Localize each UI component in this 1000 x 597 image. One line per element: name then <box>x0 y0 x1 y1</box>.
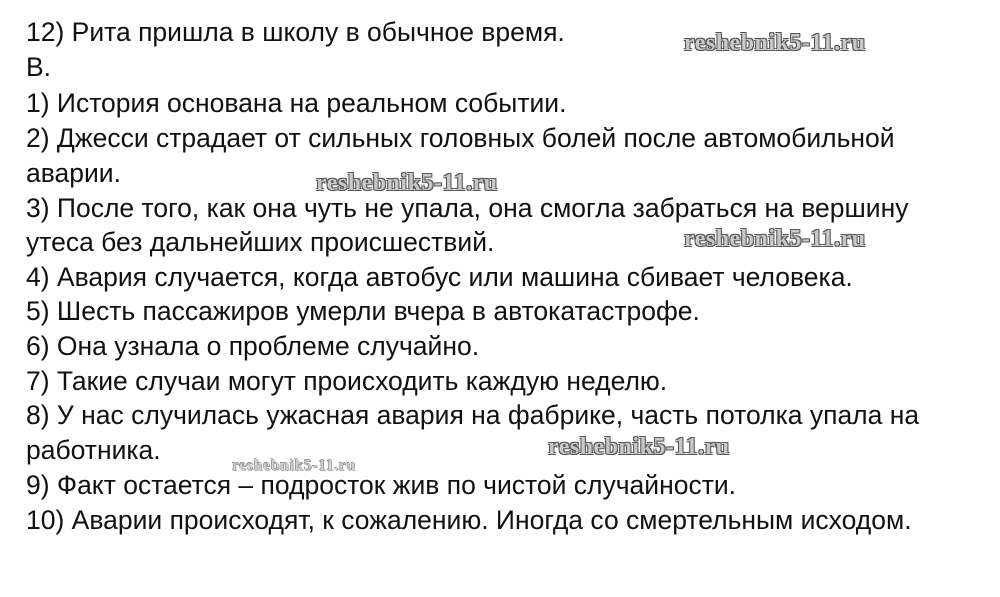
text-line-3: 3) После того, как она чуть не упала, она смогла забраться на вершину <box>26 193 909 223</box>
text-line-8: 8) У нас случилась ужасная авария на фабрике, часть потолка упала на <box>26 400 920 430</box>
text-line-8-cont: работника. <box>26 435 161 465</box>
text-line-section-b: B. <box>26 52 52 82</box>
text-line-10: 10) Аварии происходят, к сожалению. Иногда со смертельным исходом. <box>26 505 912 535</box>
text-line-6: 6) Она узнала о проблеме случайно. <box>26 331 480 361</box>
watermark: reshebnik5-11.ru <box>232 457 356 474</box>
text-line-3-cont: утеса без дальнейших происшествий. <box>26 227 495 257</box>
text-line-4: 4) Авария случается, когда автобус или машина сбивает человека. <box>26 262 853 292</box>
text-line-2: 2) Джесси страдает от сильных головных болей после автомобильной <box>26 123 895 153</box>
text-line-12: 12) Рита пришла в школу в обычное время. <box>26 17 565 47</box>
watermark: reshebnik5-11.ru <box>316 170 498 196</box>
text-line-2-cont: аварии. <box>26 158 121 188</box>
watermark: reshebnik5-11.ru <box>684 30 866 56</box>
text-line-1: 1) История основана на реальном событии. <box>26 88 567 118</box>
text-line-9: 9) Факт остается – подросток жив по чистой случайности. <box>26 470 737 500</box>
watermark: reshebnik5-11.ru <box>684 226 866 252</box>
text-line-7: 7) Такие случаи могут происходить каждую неделю. <box>26 366 668 396</box>
watermark: reshebnik5-11.ru <box>548 434 730 460</box>
text-line-5: 5) Шесть пассажиров умерли вчера в автокатастрофе. <box>26 296 700 326</box>
